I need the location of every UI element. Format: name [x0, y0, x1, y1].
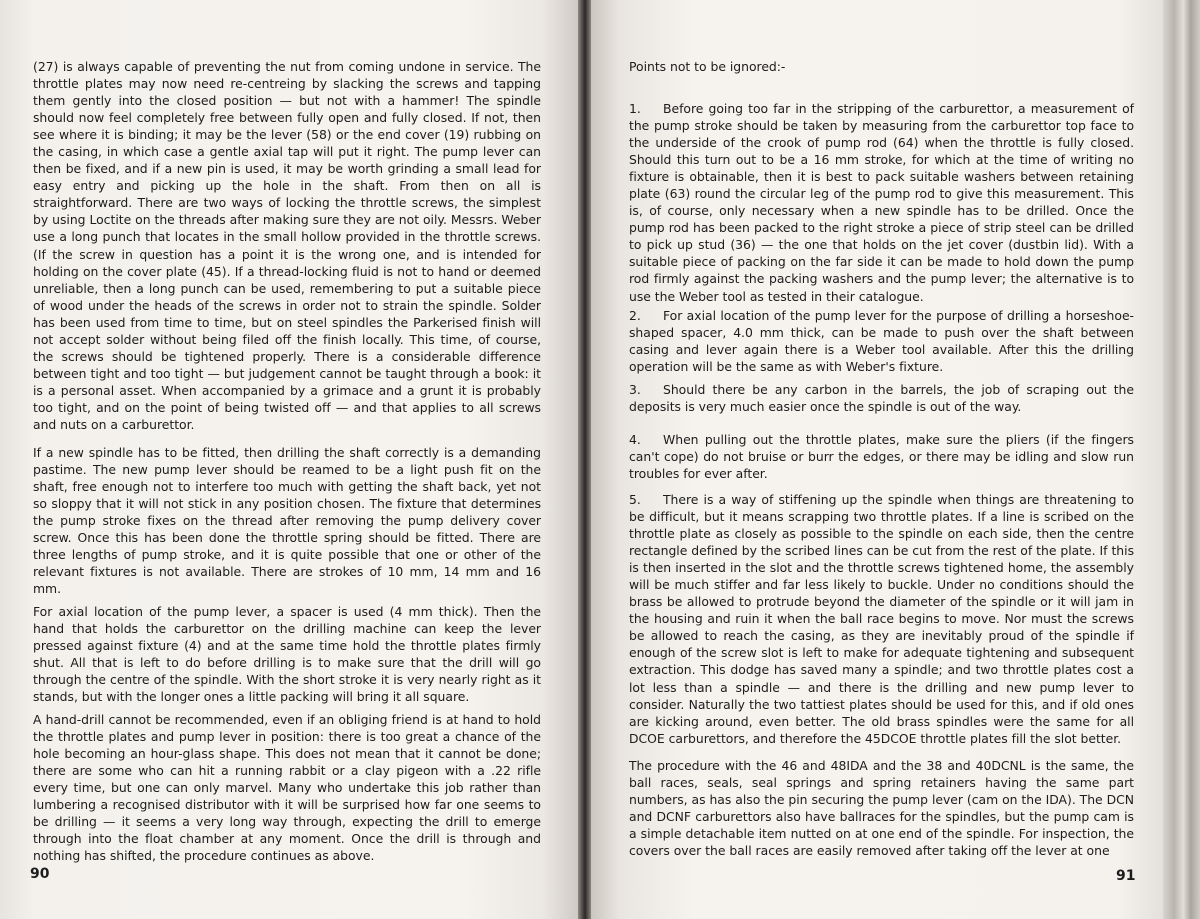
- point-text: Before going too far in the stripping of the carburettor, a measurement of the pump stroke should be taken by measuring from the carburettor top face to the underside of the crook of pump rod (64) when the throttle is fully closed. Should this turn out to be a 16 mm stroke, for which at the time of writing no fixture is obtainable, then it is best to pack suitable washers between retaining plate (63) round the circular leg of the pump rod to give this measurement. This is, of course, only necessary when a new spindle has to be drilled. Once the pump rod has been packed to the right stroke a piece of strip steel can be drilled to pick up stud (36) — the one that holds on the jet cover (dustbin lid). With a suitable piece of packing on the far side it can be made to hold down the pump rod firmly against the packing washers and the pump lever; the alternative is to use the Weber tool as tested in their catalogue.: [629, 101, 1134, 304]
- book-gutter: [578, 0, 591, 919]
- closing-paragraph: The procedure with the 46 and 48IDA and the 38 and 40DCNL is the same, the ball races, seals, seal springs and spring retainers having the same part numbers, as has also the pin securing the pump lever (cam on the IDA). The DCN and DCNF carburettors also have ballraces for the spindles, but the pump cam is a simple detachable item nutted on at one end of the spindle. For inspection, the covers over the ball races are easily removed after taking off the lever at one: [629, 758, 1134, 859]
- left-paragraph-4: A hand-drill cannot be recommended, even if an obliging friend is at hand to hold the throttle plates and pump lever in position: there is too great a chance of the hole becoming an hour-glass shape. This does not mean that it cannot be done; there are some who can hit a running rabbit or a clay pigeon with a .22 rifle every time, but one can only marvel. Many who undertake this job rather than lumbering a recognised distributor with it will be surprised how far one seems to be drilling — it seems a very long way through, expecting the drill to emerge through into the float chamber at any moment. Once the drill is through and nothing has shifted, the procedure continues as above.: [33, 712, 541, 864]
- point-number: 3.: [629, 382, 641, 397]
- left-paragraph-1: (27) is always capable of preventing the nut from coming undone in service. The throttle plates may now need re-centreing by slacking the screws and tapping them gently into the closed position — but not with a hammer! The spindle should now feel completely free between fully open and fully closed. If not, then see where it is binding; it may be the lever (58) or the end cover (19) rubbing on the casing, in which case a gentle axial tap will put it right. The pump lever can then be fixed, and if a new pin is used, it may be worth grinding a small lead for easy entry and picking up the hole in the shaft. From then on all is straightforward. There are two ways of locking the throttle screws, the simplest by using Loctite on the threads after making sure they are not oily. Messrs. Weber use a long punch that locates in the small hollow provided in the throttle screws. (If the screw in question has a point it is the wrong one, and is intended for holding on the cover plate (45). If a thread-locking fluid is not to hand or deemed unreliable, then a long punch can be used, remembering to put a suitable piece of wood under the heads of the screws in order not to strain the spindle. Solder has been used from time to time, but on steel spindles the Parkerised finish will not accept solder without being filed off the finish locally. This time, of course, the screws should be tightened properly. There is a considerable difference between tight and too tight — but judgement cannot be taught through a book: it is a personal asset. When accompanied by a grimace and a grunt it is probably too tight, and on the point of being twisted off — and that applies to all screws and nuts on a carburettor.: [33, 59, 541, 432]
- point-number: 5.: [629, 492, 641, 507]
- page-edges: [1163, 0, 1200, 919]
- point-number: 2.: [629, 308, 641, 323]
- point-text: When pulling out the throttle plates, make sure the pliers (if the fingers can't cope) do not bruise or burr the edges, or there may be idling and slow run troubles for ever after.: [629, 432, 1134, 482]
- point-number: 4.: [629, 432, 641, 447]
- point-item-4: [629, 431, 1134, 482]
- point-item-3: [629, 381, 1134, 415]
- point-text: For axial location of the pump lever for the purpose of drilling a horseshoe-shaped spacer, 4.0 mm thick, can be made to push over the shaft between casing and lever again there is a Weber tool available. After this the drilling operation will be the same as with Weber's fixture.: [629, 308, 1134, 375]
- page-number-right: 91: [1116, 868, 1136, 884]
- left-paragraph-2: If a new spindle has to be fitted, then drilling the shaft correctly is a demanding pastime. The new pump lever should be reamed to be a light push fit on the shaft, free enough not to interfere too much with getting the shaft back, yet not so sloppy that it will not stick in any position chosen. The fixture that determines the pump stroke fixes on the thread after removing the pump delivery cover screw. Once this has been done the throttle spring should be fitted. There are three lengths of pump stroke, and it is quite possible that one or other of the relevant fixtures is not available. There are strokes of 10 mm, 14 mm and 16 mm.: [33, 445, 541, 597]
- points-heading: Points not to be ignored:-: [629, 59, 786, 74]
- point-item-1: [629, 100, 1134, 305]
- point-number: 1.: [629, 101, 641, 116]
- point-item-5: [629, 491, 1134, 747]
- point-text: Should there be any carbon in the barrels, the job of scraping out the deposits is very much easier once the spindle is out of the way.: [629, 382, 1134, 415]
- left-page: [0, 0, 578, 919]
- page-number-left: 90: [30, 866, 50, 882]
- right-page: [591, 0, 1163, 919]
- point-text: There is a way of stiffening up the spindle when things are threatening to be difficult, but it means scrapping two throttle plates. If a line is scribed on the throttle plate as closely as possible to the spindle on each side, then the centre rectangle defined by the scribed lines can be cut from the rest of the plate. If this is then inserted in the slot and the throttle screws tightened home, the assembly will be much stiffer and far less likely to buckle. Under no conditions should the brass be allowed to protrude beyond the diameter of the spindle or it will jam in the housing and ruin it when the ball race begins to move. Nor must the screws be allowed to reach the casing, as they are inevitably proud of the spindle if enough of the screw slot is left to make for adequate tightening and subsequent extraction. This dodge has saved many a spindle; and two throttle plates cost a lot less than a spindle — and there is the drilling and new pump lever to consider. Naturally the two tattiest plates should be used for this, and if old ones are kicking around, even better. The old brass spindles were the same for all DCOE carburettors, and therefore the 45DCOE throttle plates fill the slot better.: [629, 492, 1134, 746]
- left-paragraph-3: For axial location of the pump lever, a spacer is used (4 mm thick). Then the hand that holds the carburettor on the drilling machine can keep the lever pressed against fixture (4) and at the same time hold the throttle plates firmly shut. All that is left to do before drilling is to make sure that the drill will go through the centre of the spindle. With the short stroke it is very nearly right as it stands, but with the longer ones a little packing will bring it all square.: [33, 604, 541, 705]
- point-item-2: [629, 307, 1134, 375]
